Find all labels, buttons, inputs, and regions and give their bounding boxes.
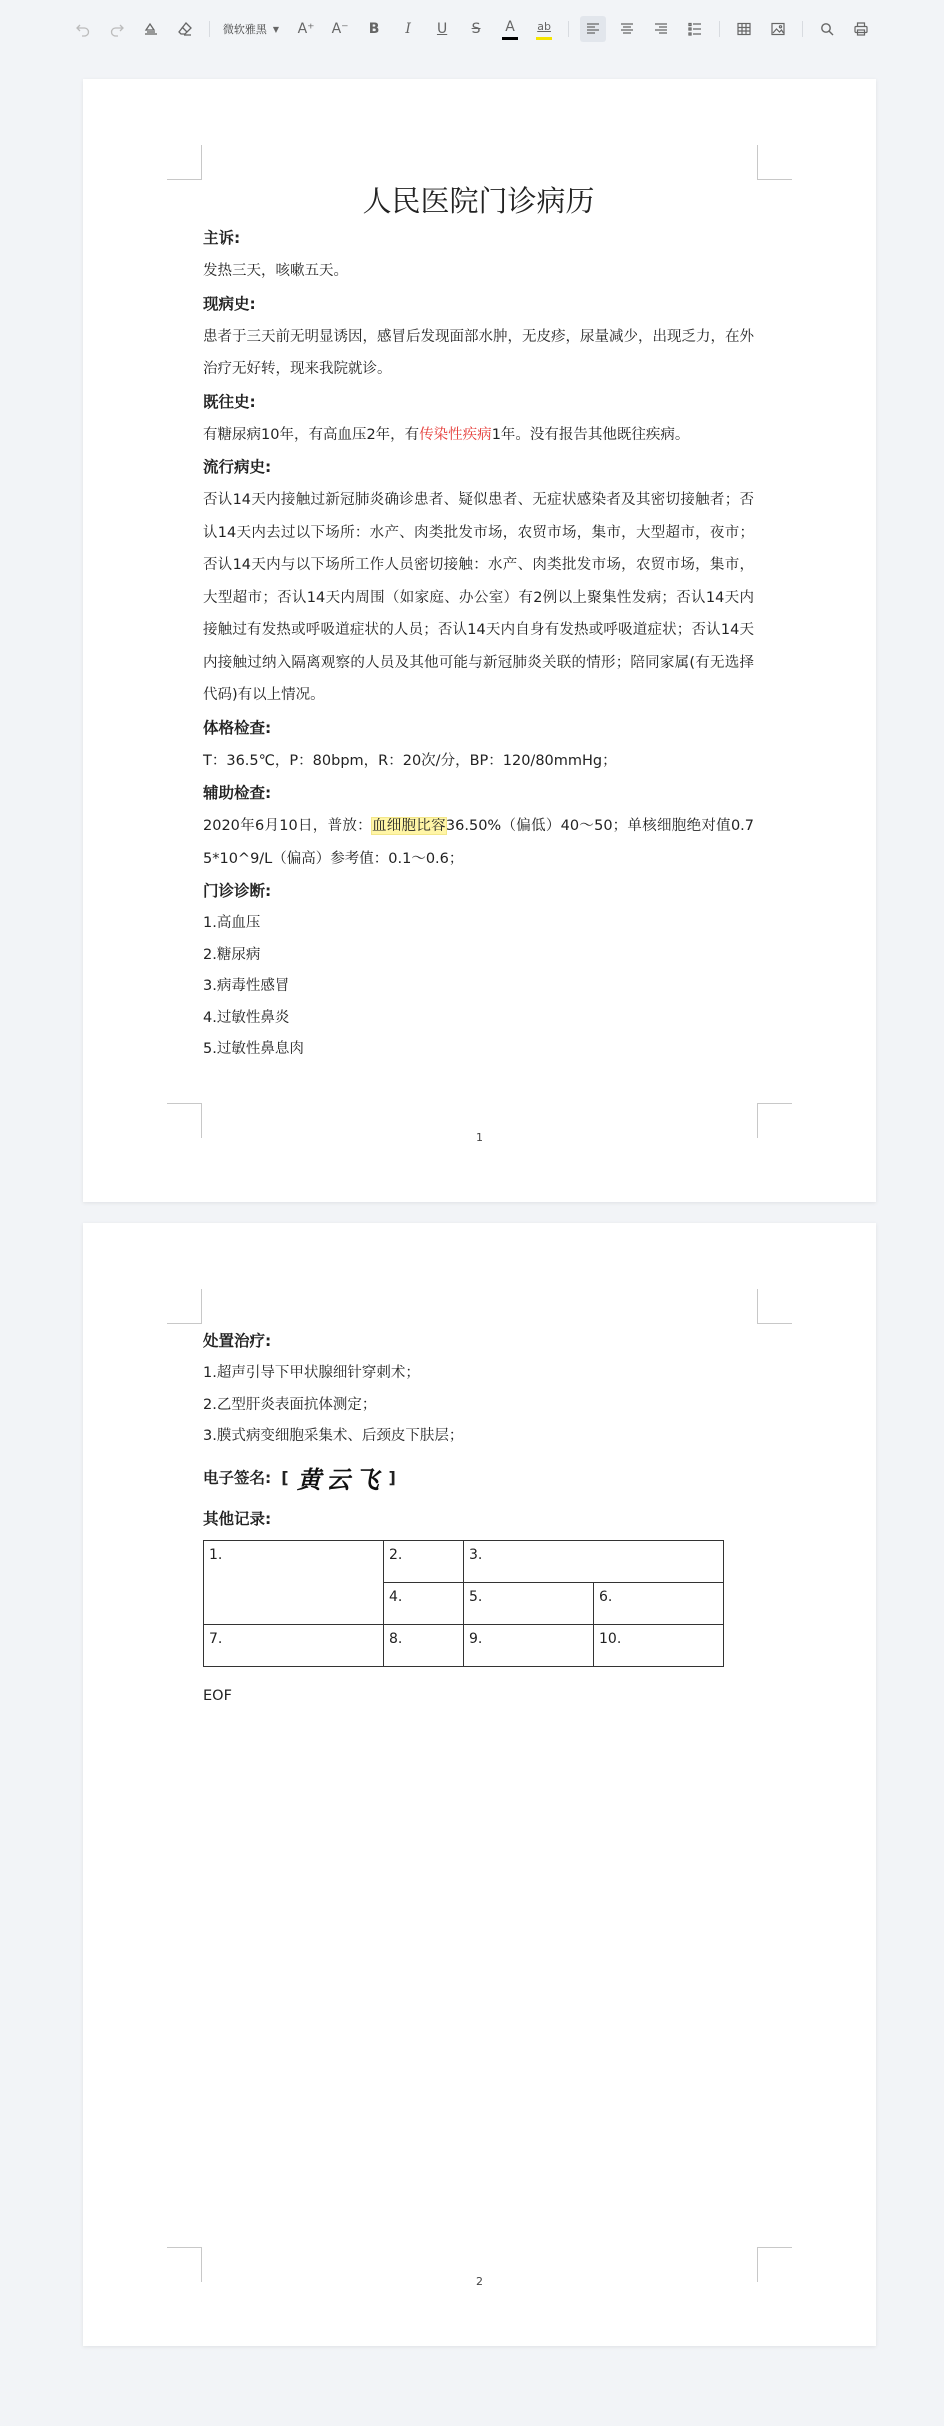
diagnosis-item: 4.过敏性鼻炎 [203, 1009, 290, 1026]
past-history-text [203, 419, 754, 452]
signature-name: 黄云飞 [296, 1464, 384, 1494]
signature-label: 电子签名: [203, 1468, 272, 1487]
margin-corner-marker [167, 145, 202, 180]
treatment-item: 2.乙型肝炎表面抗体测定； [203, 1396, 377, 1413]
margin-corner-marker [757, 1289, 792, 1324]
aux-exam-text-part: 36.50%（偏低）40～50；单核细胞绝对值0.75*10^9/L（偏高）参考值：0.1～0.6； [203, 818, 755, 867]
image-icon [770, 21, 786, 37]
table-cell[interactable]: 8. [384, 1624, 464, 1666]
table-cell[interactable]: 6. [594, 1582, 724, 1624]
undo-button[interactable] [70, 16, 96, 42]
handwritten-signature-image[interactable] [293, 1458, 385, 1498]
diagnosis-item: 3.病毒性感冒 [203, 978, 290, 994]
clear-format-button[interactable] [172, 16, 198, 42]
strikethrough-button[interactable] [463, 16, 489, 42]
epidemic-history-text: 否认14天内接触过新冠肺炎确诊患者、疑似患者、无症状感染者及其密切接触者；否认14天内去过以下场所：水产、肉类批发市场，农贸市场，集市，大型超市，夜市；否认14天内与以下场所工作人员密切接触：水产、肉类批发市场，农贸市场，集市，大型超市；否认14天内周围（如家庭、办公室）有2例以上聚集性发病；否认14天内接触过有发热或呼吸道症状的人员；否认14天内自身有发热或呼吸道症状；否认14天内接触过纳入隔离观察的人员及其他可能与新冠肺炎关联的情形；陪同家属(有无选择代码)有以上情况。 [203, 492, 754, 703]
aux-exam-text [203, 810, 754, 875]
margin-corner-marker [757, 145, 792, 180]
present-history-heading: 现病史: [203, 294, 256, 313]
italic-icon: I [405, 21, 411, 37]
insert-image-button[interactable] [765, 16, 791, 42]
table-cell[interactable]: 10. [594, 1624, 724, 1666]
table-cell[interactable]: 1. [204, 1540, 384, 1624]
list-button[interactable] [682, 16, 708, 42]
bold-button[interactable] [361, 16, 387, 42]
signature-open-bracket: [ [281, 1468, 289, 1487]
highlighted-term: 血细胞比容 [371, 818, 446, 834]
physical-exam-heading: 体格检查: [203, 718, 272, 737]
strikethrough-icon: S [471, 21, 481, 37]
diagnosis-item: 1.高血压 [203, 915, 261, 931]
other-records-heading: 其他记录: [203, 1509, 272, 1528]
table-cell[interactable]: 3. [464, 1540, 724, 1582]
print-button[interactable] [848, 16, 874, 42]
red-highlighted-text: 传染性疾病 [419, 426, 492, 443]
treatment-item: 3.膜式病变细胞采集术、后颈皮下肤层； [203, 1428, 464, 1444]
document-title: 人民医院门诊病历 [362, 184, 595, 218]
italic-button[interactable] [395, 16, 421, 42]
table-row [204, 1624, 724, 1666]
document-page-1[interactable] [83, 79, 876, 1202]
toolbar-divider [209, 21, 210, 37]
past-history-text-part: 有糖尿病10年，有高血压2年，有 [203, 426, 420, 443]
epidemic-history-heading: 流行病史: [203, 458, 272, 476]
aux-exam-heading: 辅助检查: [203, 784, 272, 802]
table-cell[interactable]: 2. [384, 1540, 464, 1582]
table-cell[interactable]: 4. [384, 1582, 464, 1624]
page-content[interactable] [203, 180, 754, 1066]
highlight-button[interactable] [531, 16, 557, 42]
align-left-icon [585, 21, 601, 37]
table-row [204, 1540, 724, 1582]
undo-icon [75, 21, 91, 37]
chief-complaint-heading: 主诉: [203, 229, 241, 247]
font-color-button[interactable] [497, 16, 523, 42]
toolbar-divider [802, 21, 803, 37]
font-color-icon: A [505, 18, 515, 35]
table-cell[interactable]: 9. [464, 1624, 594, 1666]
font-color-swatch [502, 37, 518, 40]
redo-icon [109, 21, 125, 37]
align-center-icon [619, 21, 635, 37]
format-painter-icon [143, 21, 159, 37]
toolbar-divider [719, 21, 720, 37]
insert-table-button[interactable] [731, 16, 757, 42]
diagnosis-item: 2.糖尿病 [203, 946, 261, 963]
font-increase-icon: A⁺ [297, 21, 315, 37]
align-right-icon [653, 21, 669, 37]
chevron-down-icon: ▼ [272, 24, 280, 34]
align-center-button[interactable] [614, 16, 640, 42]
editor-toolbar [0, 0, 944, 58]
align-right-button[interactable] [648, 16, 674, 42]
redo-button[interactable] [104, 16, 130, 42]
search-button[interactable] [814, 16, 840, 42]
highlight-color-swatch [536, 37, 552, 40]
eraser-icon [177, 21, 193, 37]
bold-icon: B [368, 21, 380, 37]
present-history-text: 患者于三天前无明显诱因，感冒后发现面部水肿，无皮疹，尿量减少，出现乏力，在外治疗无好转，现来我院就诊。 [203, 328, 754, 377]
toolbar-divider [568, 21, 569, 37]
underline-icon: U [436, 21, 448, 37]
diagnosis-heading: 门诊诊断: [203, 882, 272, 900]
underline-button[interactable] [429, 16, 455, 42]
document-page-2[interactable] [83, 1223, 876, 2346]
font-family-select[interactable] [219, 16, 283, 42]
treatment-item: 1.超声引导下甲状腺细针穿刺术； [203, 1365, 420, 1381]
signature-close-bracket: ] [388, 1468, 396, 1487]
table-cell[interactable]: 5. [464, 1582, 594, 1624]
search-icon [819, 21, 835, 37]
treatment-heading: 处置治疗: [203, 1332, 272, 1350]
page-number: 2 [476, 2275, 483, 2288]
decrease-font-button[interactable] [327, 16, 353, 42]
chief-complaint-text: 发热三天，咳嗽五天。 [203, 263, 348, 279]
margin-corner-marker [167, 1289, 202, 1324]
table-icon [736, 21, 752, 37]
page-number: 1 [476, 1131, 483, 1144]
table-cell[interactable]: 7. [204, 1624, 384, 1666]
physical-exam-text: T：36.5℃，P：80bpm，R：20次/分，BP：120/80mmHg； [203, 752, 617, 769]
past-history-heading: 既往史: [203, 392, 256, 411]
list-icon [687, 21, 703, 37]
font-decrease-icon: A⁻ [331, 21, 349, 37]
printer-icon [853, 21, 869, 37]
diagnosis-item: 5.过敏性鼻息肉 [203, 1041, 304, 1057]
page-content[interactable] [203, 1325, 754, 1711]
format-painter-button[interactable] [138, 16, 164, 42]
highlight-icon: ab [537, 19, 551, 33]
signature-row [203, 1453, 754, 1503]
other-records-table[interactable] [203, 1540, 724, 1667]
align-left-button[interactable] [580, 16, 606, 42]
font-family-value: 微软雅黑 [222, 23, 267, 36]
past-history-text-part: 1年。没有报告其他既往疾病。 [491, 426, 690, 443]
eof-marker: EOF [203, 1687, 232, 1704]
aux-exam-text-part: 2020年6月10日，普放： [203, 818, 372, 834]
increase-font-button[interactable] [293, 16, 319, 42]
